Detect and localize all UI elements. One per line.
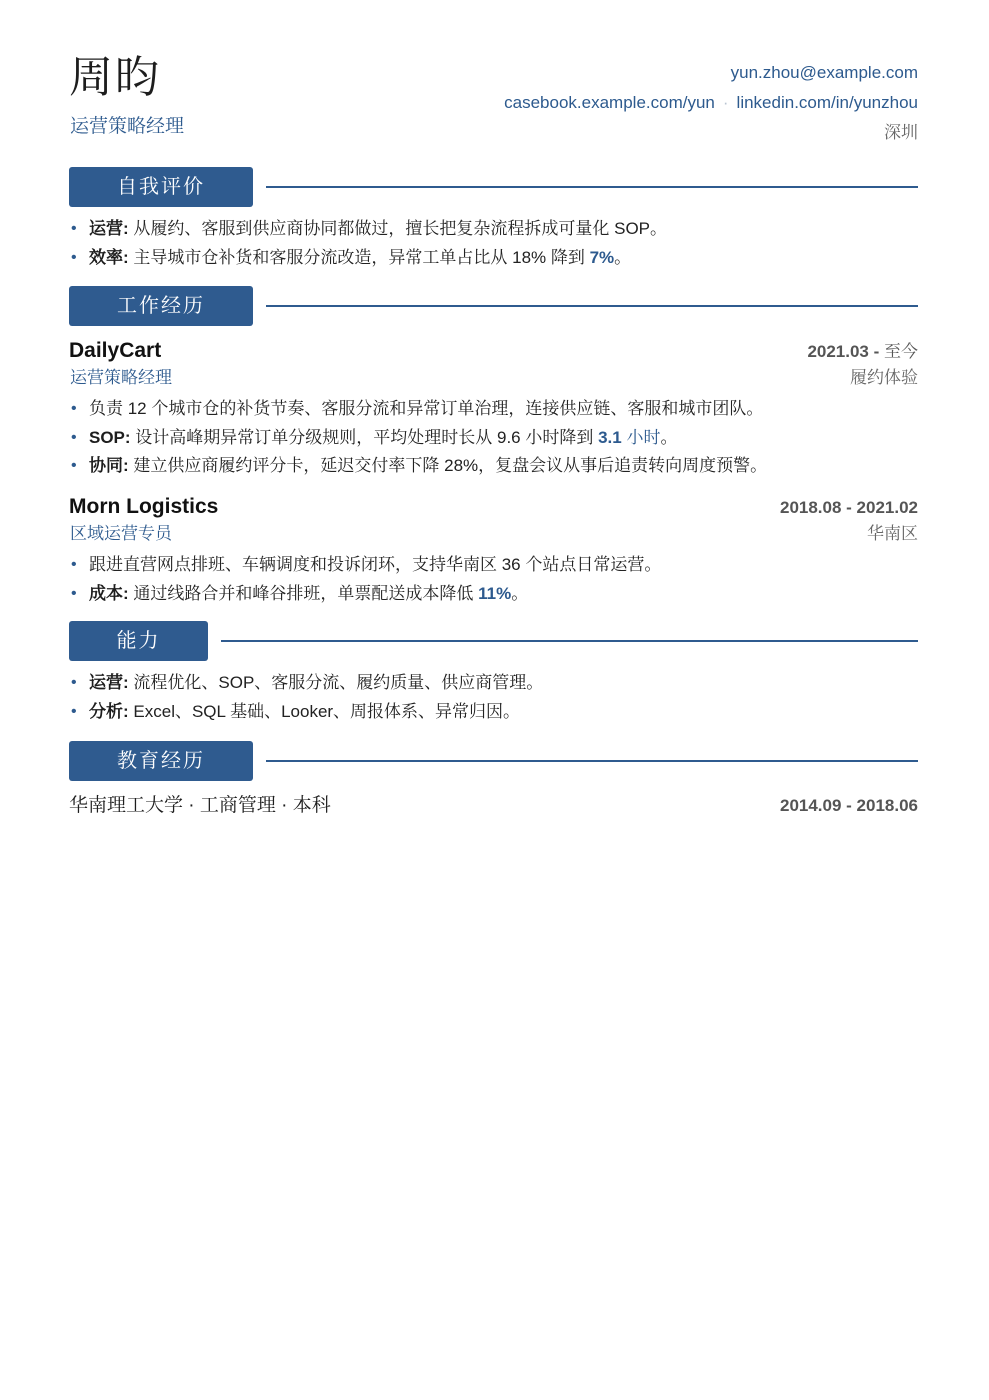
list-item [69, 580, 918, 609]
job-title: 区域运营专员 [70, 524, 172, 543]
list-item [69, 215, 918, 244]
bullet-icon: • [71, 457, 77, 474]
bullet-icon: • [71, 220, 77, 237]
bullet-label: 效率: [89, 247, 129, 267]
bullet-tail: 。 [614, 247, 632, 267]
section-header-experience: 工作经历 [69, 286, 253, 326]
list-item [69, 424, 918, 453]
bullet-icon: • [71, 556, 77, 573]
candidate-role: 运营策略经理 [70, 116, 185, 137]
summary-list [69, 215, 918, 272]
bullet-icon: • [71, 400, 77, 417]
contact-links [504, 92, 918, 114]
section-divider [266, 186, 918, 188]
list-item [69, 698, 918, 727]
job-location: 华南区 [867, 524, 918, 543]
bullet-text: 跟进直营网点排班、车辆调度和投诉闭环，支持华南区 36 个站点日常运营。 [89, 555, 662, 574]
education-date: 2014.09 - 2018.06 [779, 796, 918, 815]
highlight-value: 3.1 [598, 427, 622, 447]
list-item [69, 452, 918, 481]
contact-location: 深圳 [884, 123, 918, 142]
bullet-icon: • [71, 702, 77, 720]
bullet-label: 运营: [89, 219, 129, 238]
bullet-text: 从履约、客服到供应商协同都做过，擅长把复杂流程拆成可量化 SOP。 [128, 219, 668, 238]
bullet-icon: • [71, 674, 77, 691]
job-bullets [69, 551, 918, 608]
bullet-text: 负责 12 个城市仓的补货节奏、客服分流和异常订单治理，连接供应链、客服和城市团队。 [89, 399, 764, 418]
list-item [69, 395, 918, 424]
section-header-education: 教育经历 [69, 741, 253, 781]
section-divider [221, 640, 918, 642]
bullet-text: 通过线路合并和峰谷排班，单票配送成本降低 [128, 583, 479, 603]
bullet-icon: • [71, 248, 77, 266]
job-title: 运营策略经理 [70, 368, 172, 387]
bullet-label: 分析: [89, 701, 129, 721]
email-text[interactable]: yun.zhou@example.com [730, 63, 918, 82]
company-name: DailyCart [69, 339, 162, 362]
site-link[interactable]: casebook.example.com/yun [504, 93, 715, 112]
bullet-text: Excel、SQL 基础、Looker、周报体系、异常归因。 [128, 701, 521, 721]
section-header-summary: 自我评价 [69, 167, 253, 207]
job-date: 2018.08 - 2021.02 [779, 498, 918, 517]
highlight-unit: 小时 [621, 427, 661, 447]
company-name: Morn Logistics [69, 495, 219, 518]
date-range: 2021.03 - [807, 342, 884, 361]
contact-separator: · [722, 93, 729, 112]
highlight-value: 11% [478, 583, 512, 603]
job-date [807, 340, 918, 364]
education-entry: 华南理工大学 · 工商管理 · 本科 [69, 795, 331, 816]
section-header-skills: 能力 [69, 621, 208, 661]
job-bullets [69, 395, 918, 481]
bullet-label: 运营: [89, 673, 129, 692]
section-divider [266, 760, 918, 762]
bullet-label: 协同: [89, 456, 129, 475]
linkedin-link[interactable]: linkedin.com/in/yunzhou [736, 93, 918, 112]
job-location: 履约体验 [850, 368, 918, 387]
bullet-text: 主导城市仓补货和客服分流改造，异常工单占比从 18% 降到 [128, 247, 590, 267]
list-item [69, 244, 918, 273]
bullet-icon: • [71, 584, 77, 602]
section-divider [266, 305, 918, 307]
list-item [69, 551, 918, 580]
contact-email[interactable] [731, 62, 918, 84]
bullet-tail: 。 [511, 583, 529, 603]
date-present: 至今 [884, 342, 918, 361]
bullet-label: 成本: [89, 583, 129, 603]
bullet-text: 建立供应商履约评分卡，延迟交付率下降 28%，复盘会议从事后追责转向周度预警。 [128, 456, 768, 475]
highlight-value: 7% [589, 247, 615, 267]
bullet-label: SOP: [89, 427, 131, 447]
candidate-name: 周昀 [69, 52, 161, 103]
bullet-text: 设计高峰期异常订单分级规则，平均处理时长从 9.6 小时降到 [130, 427, 599, 447]
bullet-tail: 。 [660, 427, 678, 447]
bullet-icon: • [71, 428, 77, 446]
skills-list [69, 669, 918, 726]
list-item [69, 669, 918, 698]
bullet-text: 流程优化、SOP、客服分流、履约质量、供应商管理。 [128, 673, 544, 692]
